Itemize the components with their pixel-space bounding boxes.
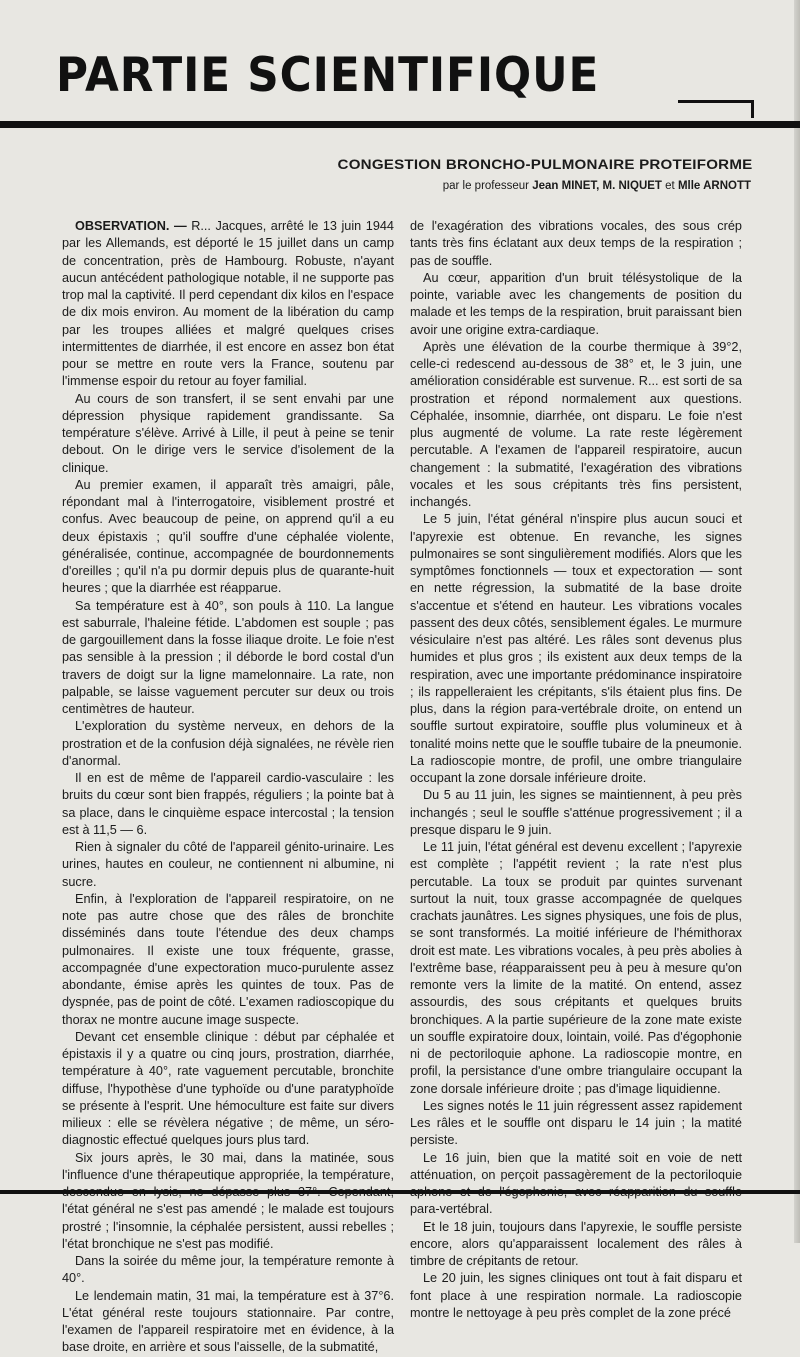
paragraph: Après une élévation de la courbe thermique à 39°2, celle-ci redescend au-dessous de 38° et, le 3 juin, une amélioration considérable est survenue. R... est sorti de sa prostration et répond normalement aux questions. Céphalée, insomnie, diarrhée, ont disparu. Le foie n'est plus augmenté de volume. La rate reste légèrement percutable. A l'examen de l'appareil respiratoire, aucun changement : la submatité, l'exagération des vibrations vocales et les sous crépitants très fins persistent, inchangés. bbox=[410, 339, 742, 509]
paragraph: Enfin, à l'exploration de l'appareil respiratoire, on ne note pas autre chose que des râles de bronchite disséminés dans toute l'étendue des deux champs pulmonaires. Il existe une toux fréquente, grasse, accompagnée d'une expectoration muco-purulente assez abondante, émise après les quintes de toux. Pas de dyspnée, pas de point de côté. L'examen radioscopique du thorax ne montre aucune image suspecte. bbox=[62, 891, 394, 1027]
paragraph: Au premier examen, il apparaît très amaigri, pâle, répondant mal à l'interrogatoire, visiblement prostré et confus. Avec beaucoup de peine, on apprend qu'il a eu deux épistaxis ; qu'il souffre d'une céphalée violente, généralisée, continue, accompagnée de bourdonnements d'oreilles ; qu'il n'a pu dormir depuis plus de quarante-huit heures ; que la diarrhée est réapparue. bbox=[62, 477, 394, 596]
paragraph: Il en est de même de l'appareil cardio-vasculaire : les bruits du cœur sont bien frappés, réguliers ; la pointe bat à sa place, dans le cinquième espace intercostal ; la tension est à 11,5 — 6. bbox=[62, 771, 394, 837]
byline-prefix: par le professeur bbox=[442, 180, 530, 192]
top-rule bbox=[0, 121, 800, 128]
left-column bbox=[62, 218, 394, 1357]
paragraph: Au cœur, apparition d'un bruit télésystolique de la pointe, variable avec les changements de position du malade et les temps de la respiration, bruit paraissant bien avoir une origine extra-cardiaque. bbox=[410, 270, 742, 337]
paragraph: Six jours après, le 30 mai, dans la matinée, sous l'influence d'une thérapeutique appropriée, la température, l'état général ne s'est pas amendé ; le malade est toujours prostré ; l'insomnie, la céphalée persistent, aussi rebelles ; l'état bronchique ne s'est pas modifié. bbox=[62, 1150, 394, 1251]
paragraph: Le 5 juin, l'état général n'inspire plus aucun souci et l'apyrexie est obtenue. En revanche, les signes pulmonaires se sont singulièrement modifiés. Alors que les symptômes fonctionnels — toux et expectoration — sont en nette régression, la submatité de la base droite s'accentue et s'étend en hauteur. Les vibrations vocales passent des deux côtés, sensiblement égales. Le murmure vésiculaire n'est pas altéré. Les râles sont devenus plus humides et plus gros ; ils existent aux deux temps de la respiration, avec une importante prédominance inspiratoire ; ils rappelleraient les crépitants, s'ils étaient plus fins. De plus, dans la région para-vertébrale droite, on entend un souffle surtout expiratoire, souffle plus volumineux et à tonalité moins nette que le souffle tubaire de la pneumonie. La radioscopie montre, de profil, une ombre triangulaire occupant la zone dorsale inférieure droite. bbox=[410, 512, 742, 785]
article-title: CONGESTION BRONCHO-PULMONAIRE PROTEIFORME bbox=[337, 157, 752, 172]
right-column bbox=[410, 218, 742, 1322]
paragraph: Rien à signaler du côté de l'appareil génito-urinaire. Les urines, hautes en couleur, ne contiennent ni albumine, ni sucre. bbox=[62, 840, 394, 889]
author-niquet: M. NIQUET bbox=[602, 180, 662, 192]
paragraph: Devant cet ensemble clinique : début par céphalée et épistaxis il y a quatre ou cinq jours, prostration, diarrhée, température à 40°, rate vaguement percutable, bronchite diffuse, l'hypothèse d'une typhoïde ou d'une paratyphoïde se présente à l'esprit. Une hémoculture est faite sur divers milieux : elle se révèlera négative ; de même, un séro-diagnostic effectué quelques jours plus tard. bbox=[62, 1029, 394, 1148]
page-edge bbox=[794, 0, 800, 1243]
byline-conjunction: et bbox=[665, 180, 675, 192]
paragraph: Le 11 juin, l'état général est devenu excellent ; l'apyrexie est complète ; l'appétit revient ; la rate n'est plus percutable. La toux se produit par quintes survenant surtout la nuit, toux grasse accompagnée de quelques crachats jaunâtres. Les signes physiques, une fois de plus, se sont transformés. La moitié inférieure de l'hémithorax droit est mate. Les vibrations vocales, à peu près abolies à l'extrême base, réapparaissent peu à peu à mesure qu'on remonte vers la limite de la matité. On entend, assez assourdis, des sous crépitants et quelques bruits bronchiques. A la partie supérieure de la zone mate existe un souffle expiratoire doux, lointain, voilé. Pas d'égophonie ni de pectoriloquie aphone. La radioscopie montre, en profil, la persistance d'une ombre triangulaire occupant la zone dorsale inférieure droite ; pas d'image liquidienne. bbox=[410, 840, 742, 1096]
author-minet: Jean MINET, bbox=[532, 180, 600, 192]
paragraph: Le 16 juin, bien que la matité soit en voie de nett atténuation, on perçoit passagèrement de la pectoriloquie para-vertébral. bbox=[410, 1150, 742, 1217]
bottom-rule bbox=[0, 1190, 800, 1194]
paragraph: de l'exagération des vibrations vocales, des sous crép tants très fins éclatant aux deux temps de la respiration ; pas de souffle. bbox=[410, 219, 742, 268]
paragraph: Le lendemain matin, 31 mai, la température est à 37°6. L'état général reste toujours stationnaire. Par contre, l'examen de l'appareil respiratoire met en évidence, à la base droite, en arrière et sous l'aisselle, de la submatité, bbox=[62, 1288, 394, 1355]
paragraph: Dans la soirée du même jour, la température remonte à 40°. bbox=[62, 1254, 394, 1286]
title-bracket-line bbox=[678, 100, 754, 103]
paragraph: Les signes notés le 11 juin régressent assez rapidement Les râles et le souffle ont disparu le 14 juin ; la matité persiste. bbox=[410, 1098, 742, 1148]
section-title: PARTIE SCIENTIFIQUE bbox=[56, 48, 600, 103]
paragraph-text: R... Jacques, arrêté le 13 juin 1944 par les Allemands, est déporté le 15 juillet dans un camp de concentration, près de Hambourg. Robuste, n'ayant aucun antécédent pathologique notable, il ne supporte pas trop mal la captivité. Il perd cependant dix kilos en l'espace de dix mois environ. Au moment de la libération du camp par les troupes alliées et malgré quelques crises intermittentes de diarrhée, il est encore en assez bon état pour se mettre en route vers la France, soutenu par l'immense espoir du retour au foyer familial. bbox=[62, 219, 394, 389]
title-bracket-hook bbox=[751, 100, 754, 118]
paragraph: Au cours de son transfert, il se sent envahi par une dépression physique rapidement grandissante. Sa température s'élève. Arrivé à Lille, il peut à peine se tenir debout. On le dirige vers le service d'isolement de la clinique. bbox=[62, 391, 394, 475]
paragraph: L'exploration du système nerveux, en dehors de la prostration et de la confusion déjà signalées, ne révèle rien d'anormal. bbox=[62, 719, 394, 768]
paragraph: Du 5 au 11 juin, les signes se maintiennent, à peu près inchangés ; seul le souffle s'atténue progressivement ; il a presque disparu le 9 juin. bbox=[410, 788, 742, 837]
observation-label: OBSERVATION. — bbox=[75, 219, 187, 233]
paragraph: Sa température est à 40°, son pouls à 110. La langue est saburrale, l'haleine fétide. L'abdomen est souple ; pas de gargouillement dans la fosse iliaque droite. Le foie n'est pas sensible à la pression ; il déborde le bord costal d'un travers de doigt sur la ligne mamelonnaire. La rate, non palpable, se laisse vaguement percuter sur deux ou trois centimètres de hauteur. bbox=[62, 598, 394, 716]
paragraph: Le 20 juin, les signes cliniques ont tout à fait disparu et font place à une respiration normale. La radioscopie montre le nettoyage à peu près complet de la zone précé bbox=[410, 1271, 742, 1320]
authors-byline bbox=[443, 180, 751, 192]
paragraph bbox=[62, 218, 394, 391]
paragraph: Et le 18 juin, toujours dans l'apyrexie, le souffle persiste encore, alors qu'apparaissent localement des râles à timbre de crépitants de retour. bbox=[410, 1219, 742, 1268]
author-arnott: Mlle ARNOTT bbox=[677, 180, 751, 192]
